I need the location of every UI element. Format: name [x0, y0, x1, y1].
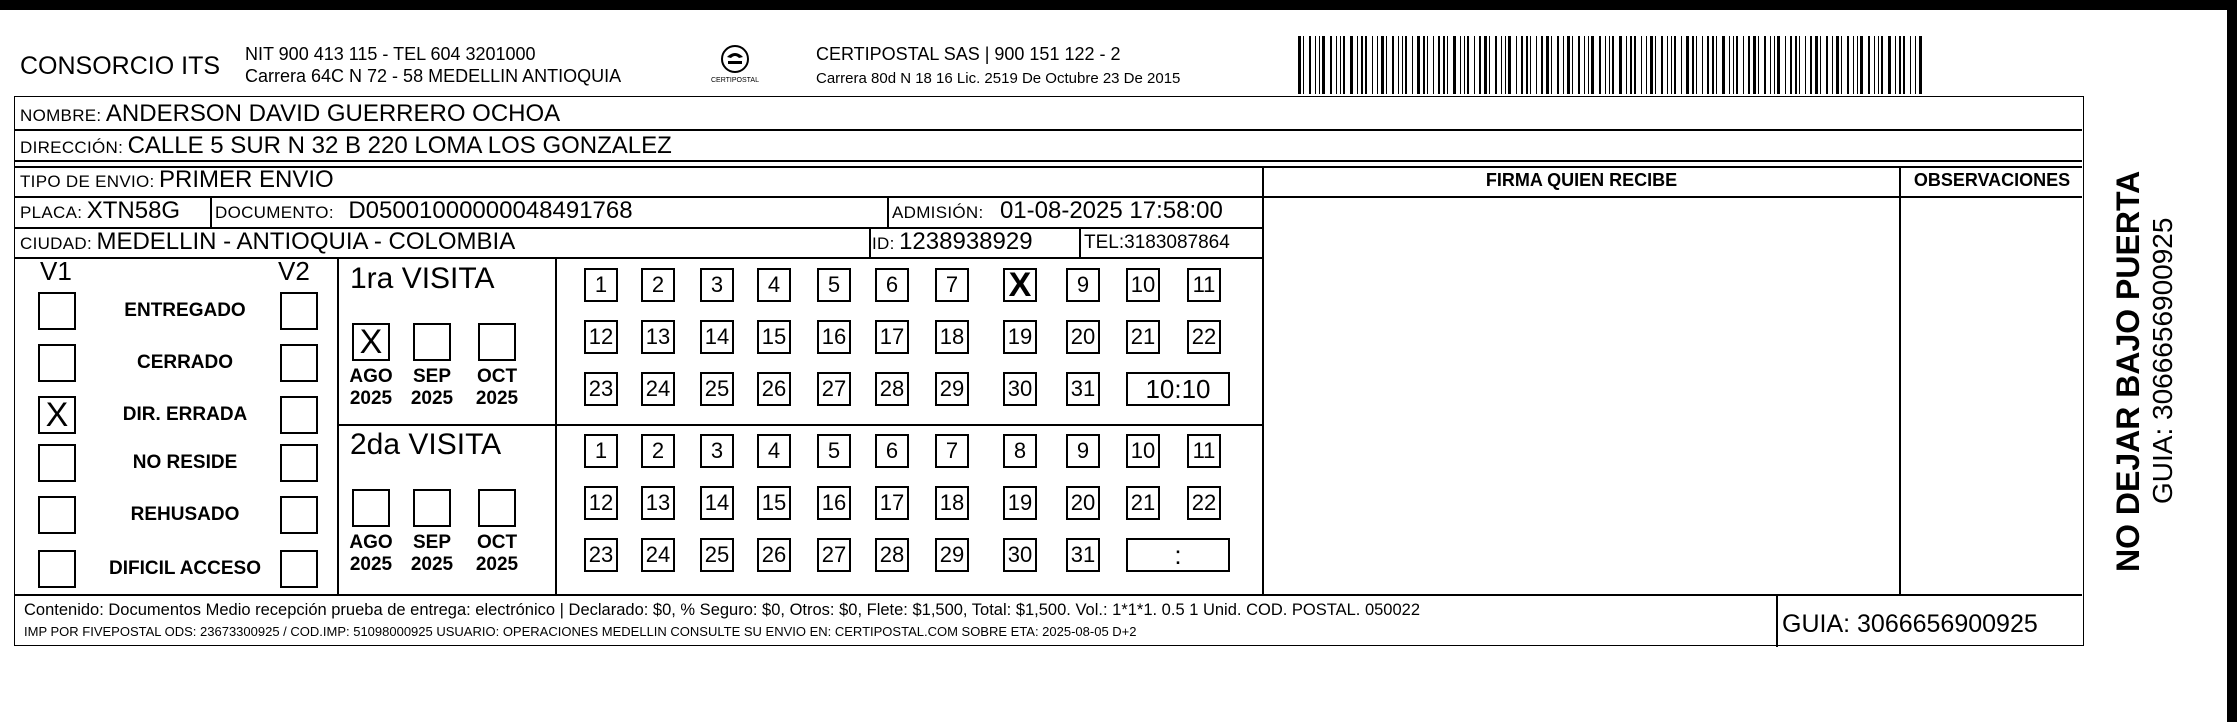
month-name: SEP	[412, 532, 452, 553]
visit-day-box[interactable]: 20	[1066, 320, 1100, 354]
tipo-row	[20, 166, 334, 194]
visit-day-box[interactable]: 27	[817, 538, 851, 572]
firma-area[interactable]	[1263, 196, 1898, 594]
visit-day-box[interactable]: 13	[641, 320, 675, 354]
contenido-text: Contenido: Documentos Medio recepción prueba de entrega: electrónico | Declarado: $0, % Seguro: $0, Otros: $0, Flete: $1,500, Total: $1,500. Vol.: 1*1*1. 0.5 1 Unid. COD. POSTAL. 050022	[24, 601, 1421, 619]
visit-month-checkbox[interactable]: X	[352, 323, 390, 361]
visit-day-box[interactable]: 15	[757, 486, 791, 520]
carrier-logo-icon	[718, 44, 752, 74]
tel-row	[1084, 232, 1230, 254]
visit-day-box[interactable]: 26	[757, 538, 791, 572]
visit-day-box[interactable]: 16	[817, 320, 851, 354]
documento-value: D05001000000048491768	[348, 197, 633, 224]
direccion-row	[20, 132, 672, 160]
visit-day-box[interactable]: 6	[875, 268, 909, 302]
visit-day-box[interactable]: 14	[700, 320, 734, 354]
visit-month-label	[343, 366, 399, 410]
visit-day-box[interactable]: 22	[1187, 320, 1221, 354]
status-v2-checkbox[interactable]	[280, 496, 318, 534]
visit-month-label	[469, 366, 525, 410]
visit-day-box[interactable]: 7	[935, 434, 969, 468]
barcode	[1298, 36, 1928, 94]
status-label: NO RESIDE	[132, 452, 238, 473]
ciudad-label: CIUDAD:	[20, 234, 92, 253]
status-v2-checkbox[interactable]	[280, 444, 318, 482]
admision-value: 01-08-2025 17:58:00	[999, 197, 1223, 224]
placa-row	[20, 197, 180, 225]
visit-day-box[interactable]: X	[1003, 268, 1037, 302]
visit-day-box[interactable]: 25	[700, 372, 734, 406]
tel-label: TEL:	[1084, 232, 1125, 253]
visit-month-checkbox[interactable]	[352, 489, 390, 527]
visit-day-box[interactable]: 17	[875, 320, 909, 354]
visit-day-box[interactable]: 9	[1066, 434, 1100, 468]
carrier-logo	[710, 44, 760, 90]
visit-day-box[interactable]: 22	[1187, 486, 1221, 520]
status-label: ENTREGADO	[124, 300, 246, 321]
visit-day-box[interactable]: 31	[1066, 538, 1100, 572]
placa-label: PLACA:	[20, 203, 83, 222]
observaciones-area[interactable]	[1900, 196, 2082, 594]
direccion-value: CALLE 5 SUR N 32 B 220 LOMA LOS GONZALEZ	[127, 132, 672, 159]
visit-day-box[interactable]: 2	[641, 434, 675, 468]
month-name: AGO	[349, 532, 393, 553]
status-v1-checkbox[interactable]	[38, 344, 76, 382]
visit-day-box[interactable]: 5	[817, 434, 851, 468]
visit-day-box[interactable]: 14	[700, 486, 734, 520]
visit-month-checkbox[interactable]	[413, 489, 451, 527]
v1-label: V1	[40, 256, 72, 286]
status-v1-checkbox[interactable]	[38, 292, 76, 330]
month-year: 2025	[349, 388, 393, 409]
visit-day-box[interactable]: 30	[1003, 372, 1037, 406]
visit-day-box[interactable]: 21	[1126, 320, 1160, 354]
side-warning: NO DEJAR BAJO PUERTA	[2110, 170, 2146, 572]
visit-day-box[interactable]: 12	[584, 486, 618, 520]
visit-month-label	[469, 532, 525, 576]
status-v1-checkbox[interactable]	[38, 444, 76, 482]
visit-day-box[interactable]: 21	[1126, 486, 1160, 520]
tel-value: 3183087864	[1124, 232, 1230, 253]
visit-day-box[interactable]: 1	[584, 268, 618, 302]
status-v2-checkbox[interactable]	[280, 550, 318, 588]
status-v2-checkbox[interactable]	[280, 292, 318, 330]
nombre-row	[20, 100, 560, 128]
visit-day-box[interactable]: 11	[1187, 434, 1221, 468]
visit-title: 2da VISITA	[350, 428, 502, 461]
visit-day-box[interactable]: 5	[817, 268, 851, 302]
month-year: 2025	[475, 554, 519, 575]
status-v1-checkbox[interactable]	[38, 550, 76, 588]
right-border-band	[2227, 0, 2237, 722]
visit-day-box[interactable]: 31	[1066, 372, 1100, 406]
visit-day-box[interactable]: 11	[1187, 268, 1221, 302]
imp-text: IMP POR FIVEPOSTAL ODS: 23673300925 / COD.IMP: 51098000925 USUARIO: OPERACIONES MEDELLIN CONSULTE SU ENVIO EN: CERTIPOSTAL.COM SOBRE ETA: 2025-08-05 D+2	[24, 624, 1137, 639]
visit-day-box[interactable]: 3	[700, 268, 734, 302]
month-name: OCT	[476, 532, 518, 553]
id-label: ID:	[872, 234, 895, 253]
visit-day-box[interactable]: 28	[875, 372, 909, 406]
visit-day-box[interactable]: 10	[1126, 434, 1160, 468]
status-v2-checkbox[interactable]	[280, 344, 318, 382]
visit-day-box[interactable]: 28	[875, 538, 909, 572]
visit-day-box[interactable]: 29	[935, 538, 969, 572]
status-label: DIR. ERRADA	[122, 404, 248, 425]
visit-day-box[interactable]: 19	[1003, 320, 1037, 354]
visit-month-label	[404, 532, 460, 576]
status-label: CERRADO	[136, 352, 234, 373]
visit-month-label	[343, 532, 399, 576]
guia-footer: GUIA: 3066656900925	[1782, 610, 2038, 638]
visit-day-box[interactable]: 24	[641, 538, 675, 572]
visit-day-box[interactable]: 15	[757, 320, 791, 354]
visit-day-box[interactable]: 24	[641, 372, 675, 406]
visit-day-box[interactable]: 20	[1066, 486, 1100, 520]
visit-day-box[interactable]: 10	[1126, 268, 1160, 302]
visit-day-box[interactable]: 9	[1066, 268, 1100, 302]
visit-month-checkbox[interactable]	[413, 323, 451, 361]
side-guia: GUIA: 3066656900925	[2147, 217, 2178, 504]
visit-day-box[interactable]: 18	[935, 320, 969, 354]
month-year: 2025	[410, 388, 454, 409]
id-row	[872, 228, 1033, 256]
month-name: SEP	[412, 366, 452, 387]
nombre-label: NOMBRE:	[20, 106, 102, 125]
direccion-label: DIRECCIÓN:	[20, 138, 124, 157]
visit-day-box[interactable]: 4	[757, 434, 791, 468]
company-nit: NIT 900 413 115 - TEL 604 3201000	[245, 44, 536, 64]
company-address: Carrera 64C N 72 - 58 MEDELLIN ANTIOQUIA	[245, 66, 622, 86]
visit-day-box[interactable]: 8	[1003, 434, 1037, 468]
visit-day-box[interactable]: 27	[817, 372, 851, 406]
month-year: 2025	[475, 388, 519, 409]
status-label: REHUSADO	[130, 504, 240, 525]
firma-header: FIRMA QUIEN RECIBE	[1485, 170, 1678, 190]
visit-day-box[interactable]: 25	[700, 538, 734, 572]
visit-day-box[interactable]: 18	[935, 486, 969, 520]
month-year: 2025	[410, 554, 454, 575]
visit-day-box[interactable]: 26	[757, 372, 791, 406]
visit-day-box[interactable]: 4	[757, 268, 791, 302]
visit-day-box[interactable]: 12	[584, 320, 618, 354]
tipo-label: TIPO DE ENVIO:	[20, 172, 155, 191]
visit-day-box[interactable]: 17	[875, 486, 909, 520]
visit-time-box[interactable]: 10:10	[1126, 372, 1230, 406]
tipo-value: PRIMER ENVIO	[159, 166, 334, 193]
visit-day-box[interactable]: 3	[700, 434, 734, 468]
visit-day-box[interactable]: 19	[1003, 486, 1037, 520]
ciudad-value: MEDELLIN - ANTIOQUIA - COLOMBIA	[96, 228, 516, 255]
id-value: 1238938929	[899, 228, 1033, 255]
visit-day-box[interactable]: 6	[875, 434, 909, 468]
visit-day-box[interactable]: 30	[1003, 538, 1037, 572]
visit-title: 1ra VISITA	[350, 262, 495, 295]
admision-row	[892, 197, 1223, 225]
top-border-band	[0, 0, 2237, 10]
v2-label: V2	[278, 256, 310, 286]
nombre-value: ANDERSON DAVID GUERRERO OCHOA	[105, 100, 561, 127]
visit-month-label	[404, 366, 460, 410]
visit-day-box[interactable]: 16	[817, 486, 851, 520]
company-name: CONSORCIO ITS	[20, 52, 221, 80]
visit-month-checkbox[interactable]	[478, 489, 516, 527]
visit-day-box[interactable]: 13	[641, 486, 675, 520]
documento-row	[215, 197, 633, 225]
admision-label: ADMISIÓN:	[892, 203, 984, 222]
carrier-logo-text: CERTIPOSTAL	[711, 77, 759, 84]
status-v1-checkbox[interactable]: X	[38, 396, 76, 434]
placa-value: XTN58G	[86, 197, 181, 224]
visit-day-box[interactable]: 1	[584, 434, 618, 468]
visit-time-box[interactable]: :	[1126, 538, 1230, 572]
visit-day-box[interactable]: 7	[935, 268, 969, 302]
carrier-license: Carrera 80d N 18 16 Lic. 2519 De Octubre 23 De 2015	[816, 70, 1181, 87]
documento-label: DOCUMENTO:	[215, 203, 334, 222]
carrier-info: CERTIPOSTAL SAS | 900 151 122 - 2	[816, 44, 1121, 64]
visit-day-box[interactable]: 2	[641, 268, 675, 302]
ciudad-row	[20, 228, 515, 256]
month-name: AGO	[349, 366, 393, 387]
status-v1-checkbox[interactable]	[38, 496, 76, 534]
visit-day-box[interactable]: 23	[584, 372, 618, 406]
visit-month-checkbox[interactable]	[478, 323, 516, 361]
month-year: 2025	[349, 554, 393, 575]
month-name: OCT	[476, 366, 518, 387]
observaciones-header: OBSERVACIONES	[1913, 170, 2071, 190]
status-v2-checkbox[interactable]	[280, 396, 318, 434]
status-label: DIFICIL ACCESO	[108, 558, 261, 579]
visit-day-box[interactable]: 23	[584, 538, 618, 572]
visit-day-box[interactable]: 29	[935, 372, 969, 406]
